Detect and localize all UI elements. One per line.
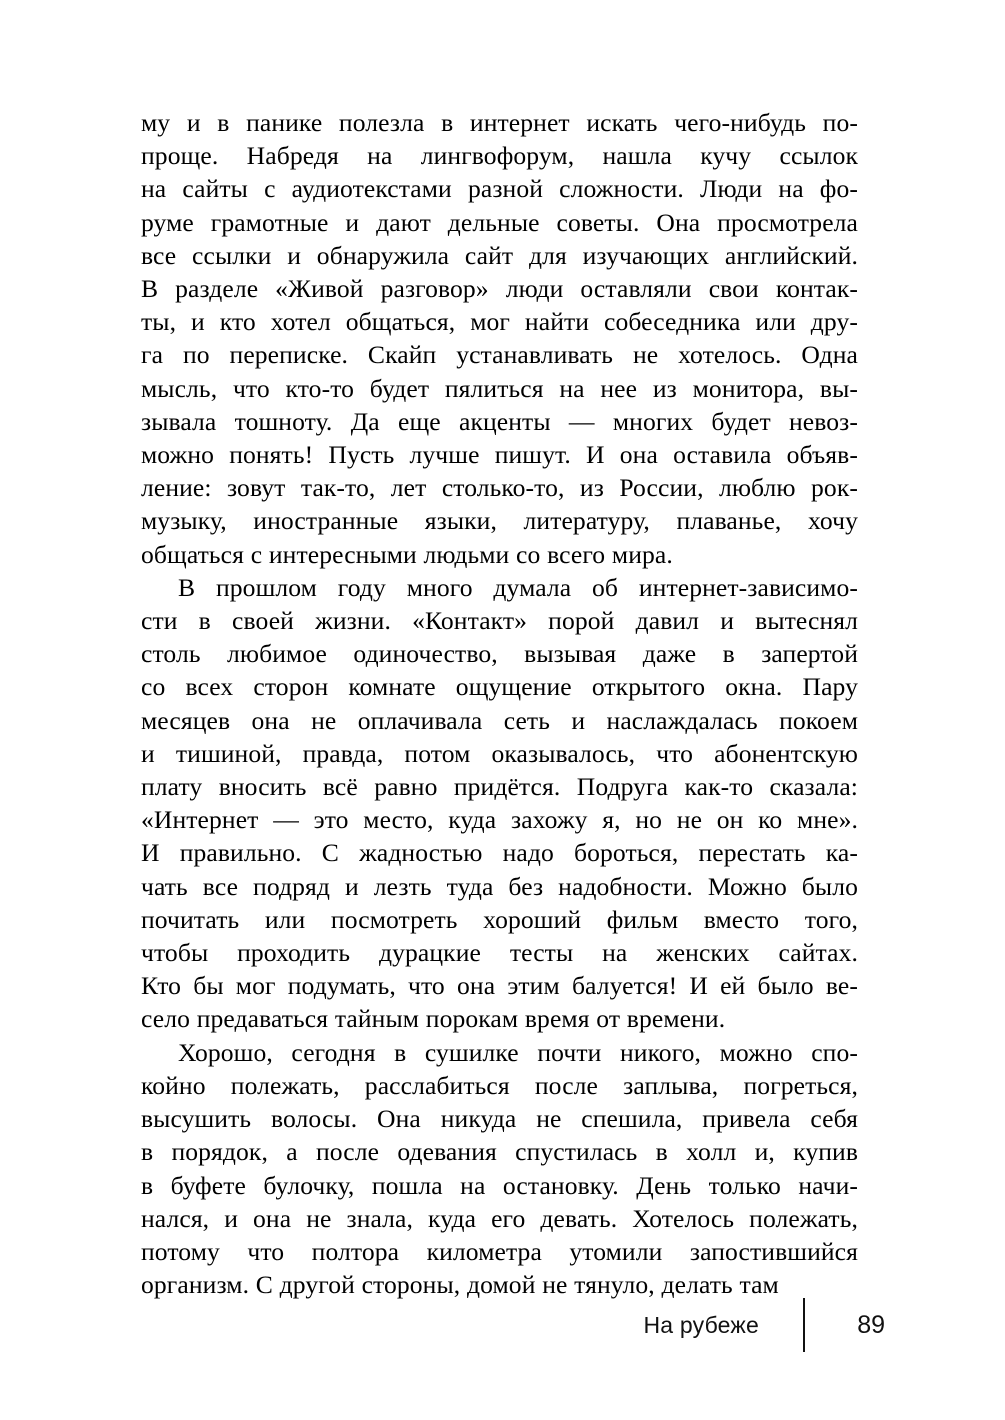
text-line: все ссылки и обнаружила сайт для изучающих английский.	[141, 240, 858, 270]
text-line: в порядок, а после одевания спустилась в холл и, купив	[141, 1137, 858, 1167]
page-text-block	[141, 106, 858, 1301]
text-line: В прошлом году много думала об интернет-зависимо-	[178, 572, 858, 602]
text-line: высушить волосы. Она никуда не спешила, привела себя	[141, 1104, 858, 1134]
text-line: организм. С другой стороны, домой не тянуло, делать там	[141, 1270, 779, 1300]
footer-divider-rule	[803, 1298, 805, 1352]
text-line: В разделе «Живой разговор» люди оставляли свои контак-	[141, 274, 858, 304]
running-title: На рубеже	[643, 1312, 759, 1338]
text-line: ление: зовут так-то, лет столько-то, из России, люблю рок-	[141, 473, 858, 503]
paragraph-1	[141, 106, 858, 571]
page-number: 89	[857, 1311, 885, 1339]
text-line: почитать или посмотреть хороший фильм вместо того,	[141, 904, 858, 934]
text-line: можно понять! Пусть лучше пишут. И она оставила объяв-	[141, 440, 858, 470]
text-line: «Интернет — это место, куда захожу я, но не он ко мне».	[141, 805, 858, 835]
text-line: село предаваться тайным порокам время от времени.	[141, 1004, 726, 1034]
text-line: Кто бы мог подумать, что она этим балуется! И ей было ве-	[141, 971, 858, 1001]
text-line: плату вносить всё равно придётся. Подруга как-то сказала:	[141, 772, 858, 802]
text-line: зывала тошноту. Да еще акценты — многих будет невоз-	[141, 406, 858, 436]
paragraph-2	[141, 571, 858, 1036]
text-line: потому что полтора километра утомили запостившийся	[141, 1236, 858, 1266]
text-line: койно полежать, расслабиться после заплыва, погреться,	[141, 1070, 858, 1100]
text-line: И правильно. С жадностью надо бороться, перестать ка-	[141, 838, 858, 868]
text-line: проще. Набредя на лингвофорум, нашла кучу ссылок	[141, 141, 858, 171]
text-line: на сайты с аудиотекстами разной сложности. Люди на фо-	[141, 174, 858, 204]
text-line: руме грамотные и дают дельные советы. Она просмотрела	[141, 207, 858, 237]
text-line: и тишиной, правда, потом оказывалось, что абонентскую	[141, 738, 858, 768]
text-line: в буфете булочку, пошла на остановку. День только начи-	[141, 1170, 858, 1200]
text-line: ты, и кто хотел общаться, мог найти собеседника или дру-	[141, 307, 858, 337]
text-line: столь любимое одиночество, вызывая даже в запертой	[141, 639, 858, 669]
page-footer	[141, 1298, 885, 1344]
text-line: со всех сторон комнате ощущение открытого окна. Пару	[141, 672, 858, 702]
paragraph-3	[141, 1036, 858, 1302]
text-line: му и в панике полезла в интернет искать чего-нибудь по-	[141, 108, 858, 137]
text-line: общаться с интересными людьми со всего мира.	[141, 539, 673, 569]
text-line: га по переписке. Скайп устанавливать не хотелось. Одна	[141, 340, 858, 370]
text-line: чать все подряд и лезть туда без надобности. Можно было	[141, 871, 858, 901]
text-line: нался, и она не знала, куда его девать. Хотелось полежать,	[141, 1203, 858, 1233]
text-line: чтобы проходить дурацкие тесты на женских сайтах.	[141, 938, 858, 968]
text-line: Хорошо, сегодня в сушилке почти никого, можно спо-	[178, 1037, 858, 1067]
text-line: месяцев она не оплачивала сеть и наслаждалась покоем	[141, 705, 858, 735]
text-line: мысль, что кто-то будет пялиться на нее из монитора, вы-	[141, 373, 858, 403]
text-line: музыку, иностранные языки, литературу, плаванье, хочу	[141, 506, 858, 536]
text-line: сти в своей жизни. «Контакт» порой давил и вытеснял	[141, 606, 858, 636]
footer-inner	[643, 1298, 885, 1352]
